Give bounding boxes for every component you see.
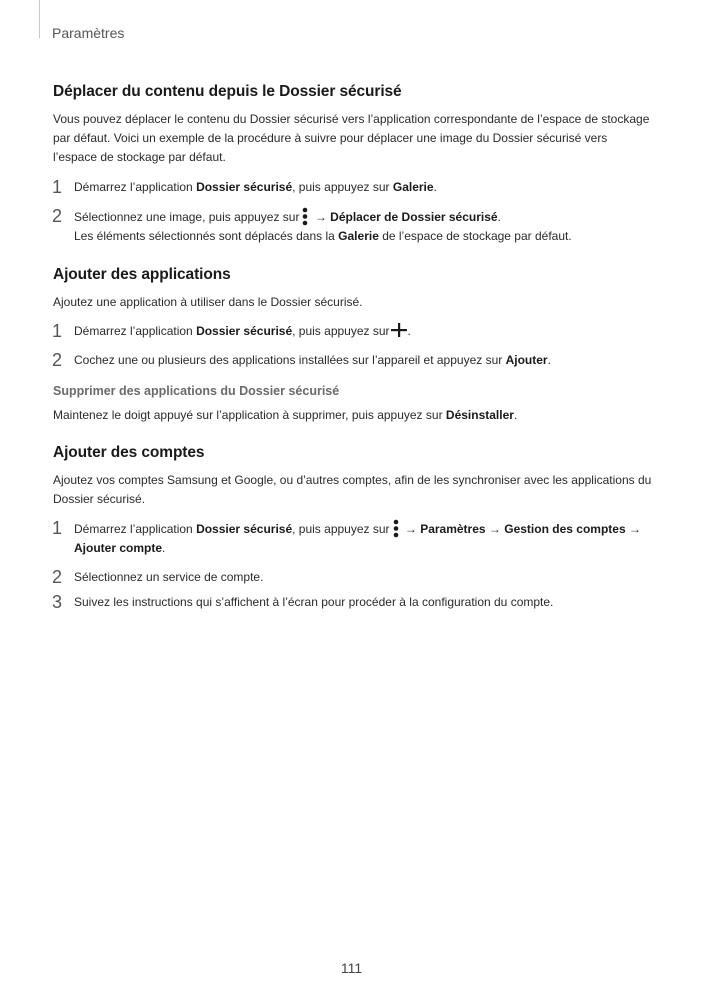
subsection-text-remove-apps: Maintenez le doigt appuyé sur l’application à supprimer, puis appuyez sur Désinstaller. (53, 408, 518, 422)
step-move-2: 2 Sélectionnez une image, puis appuyez sur → Déplacer de Dossier sécurisé. Les éléments sélectionnés sont déplacés dans la Galerie de l’espace de stockage par défaut. (53, 207, 653, 246)
more-options-icon (393, 519, 399, 538)
step-accounts-1: 1 Démarrez l’application Dossier sécurisé, puis appuyez sur → Paramètres → Gestion des comptes → Ajouter compte. (52, 518, 641, 555)
step-add-apps-1: 1 Démarrez l’application Dossier sécurisé, puis appuyez sur . (52, 321, 411, 341)
more-options-icon (302, 207, 308, 226)
section-intro-add-accounts: Ajoutez vos comptes Samsung et Google, ou d’autres comptes, afin de les synchroniser avec les applications du Dossier sécurisé. (53, 473, 652, 506)
subsection-title-remove-apps: Supprimer des applications du Dossier sécurisé (53, 384, 340, 398)
add-icon (391, 323, 407, 337)
step-move-1: 1 Démarrez l’application Dossier sécurisé, puis appuyez sur Galerie. (52, 177, 437, 197)
step-number: 1 (52, 321, 63, 341)
section-intro-move-content: Vous pouvez déplacer le contenu du Dossier sécurisé vers l’application correspondante de l’espace de stockage par défaut. Voici un exemple de la procédure à suivre pour déplacer une image du Dossier sécurisé vers l’espace de stockage par défaut. (53, 112, 650, 164)
step-number: 2 (52, 567, 63, 587)
header-rule (39, 0, 40, 38)
section-intro-add-apps: Ajoutez une application à utiliser dans le Dossier sécurisé. (53, 295, 363, 309)
step-add-apps-2: 2 Cochez une ou plusieurs des applications installées sur l’appareil et appuyez sur Ajouter. (52, 350, 551, 370)
section-title-move-content: Déplacer du contenu depuis le Dossier sécurisé (53, 83, 402, 100)
page-number: 111 (340, 960, 363, 976)
step-accounts-2: 2 Sélectionnez un service de compte. (52, 567, 264, 587)
step-number: 1 (52, 177, 63, 197)
page-header: Paramètres (52, 25, 125, 41)
step-accounts-3: 3 Suivez les instructions qui s’affichent à l’écran pour procéder à la configuration du compte. (52, 592, 554, 612)
step-number: 1 (52, 518, 63, 538)
step-note: Les éléments sélectionnés sont déplacés dans la Galerie de l’espace de stockage par défaut. (74, 229, 572, 243)
page-content (53, 80, 653, 612)
step-number: 2 (52, 350, 63, 370)
section-title-add-accounts: Ajouter des comptes (53, 444, 205, 461)
step-number: 3 (52, 592, 63, 612)
step-number: 2 (52, 206, 63, 226)
section-title-add-apps: Ajouter des applications (53, 266, 231, 283)
